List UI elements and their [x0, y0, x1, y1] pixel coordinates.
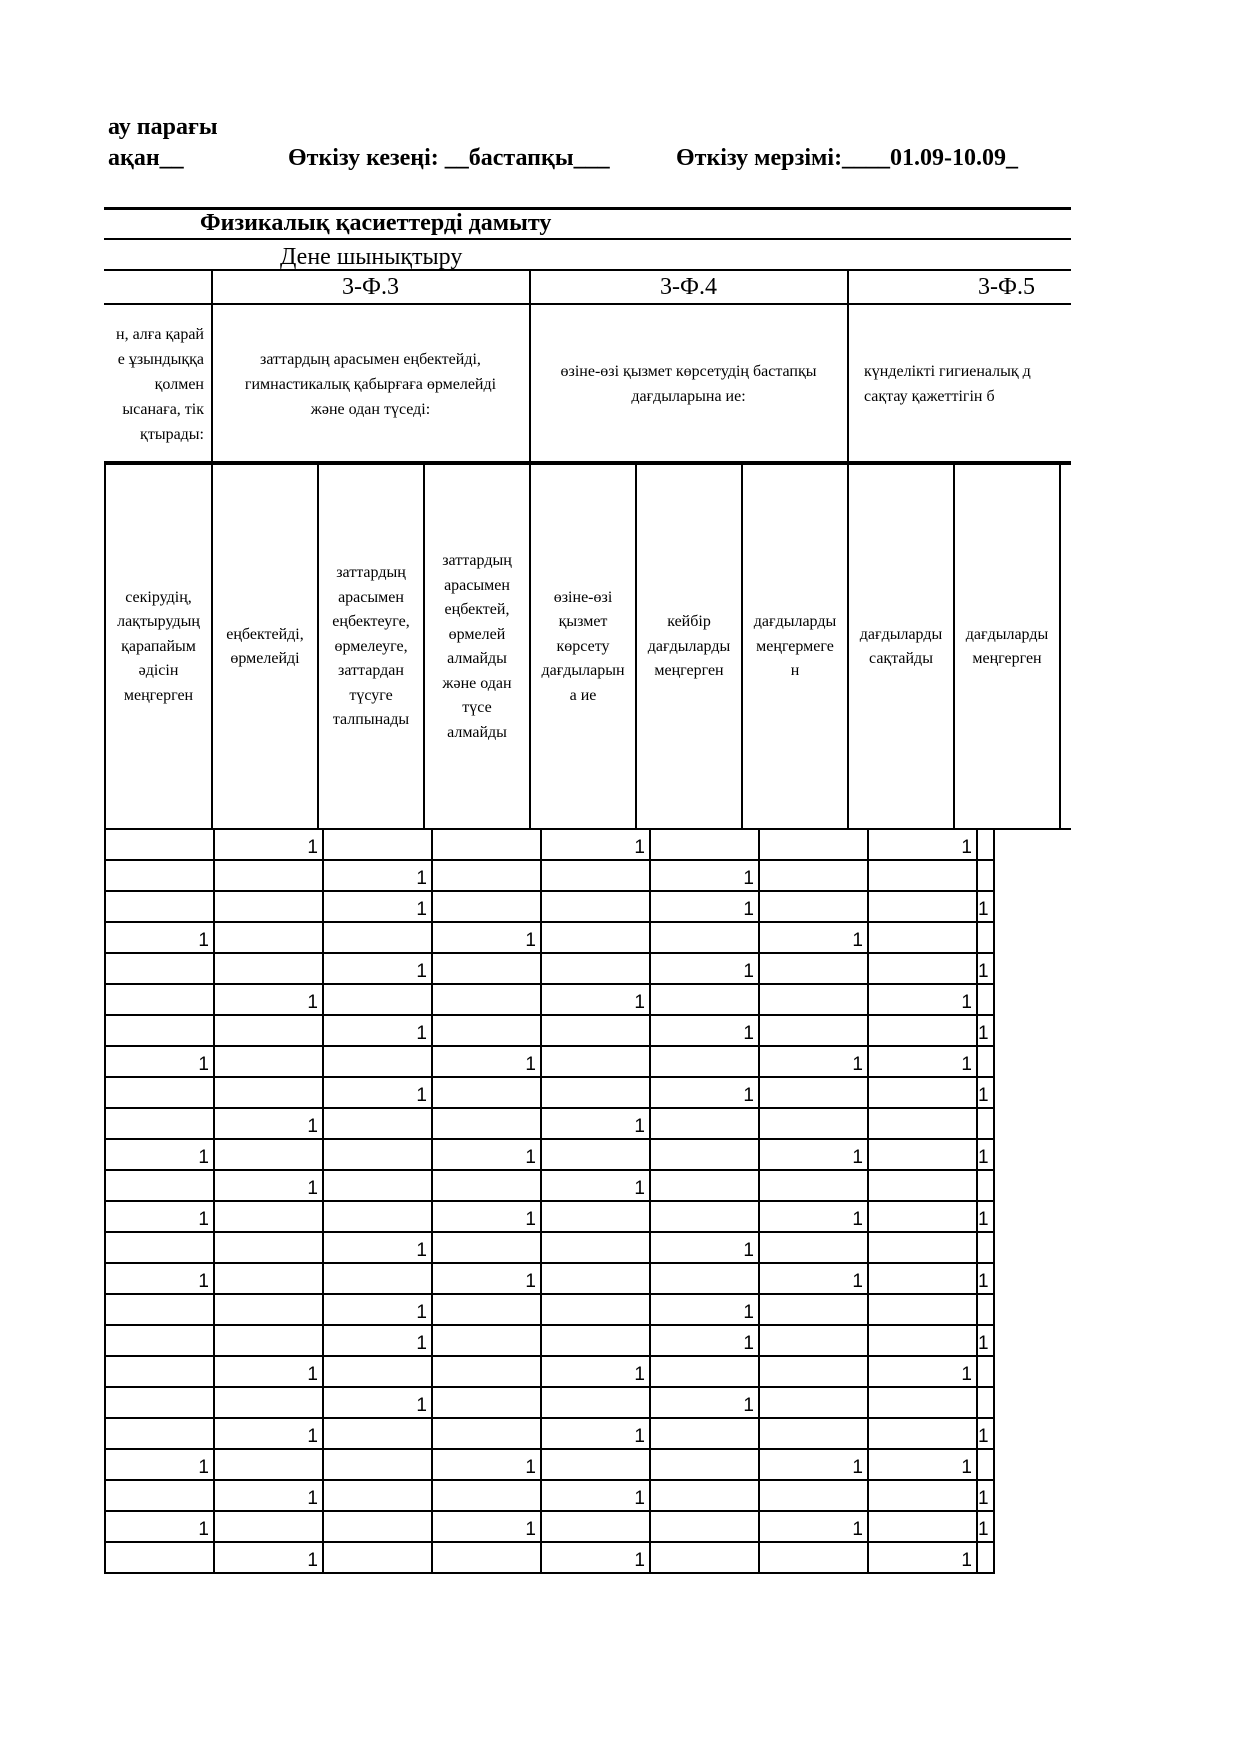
- group-description: күнделікті гигиеналық д сақтау қажеттігін б: [864, 363, 1031, 405]
- table-cell: [323, 1201, 432, 1232]
- table-cell: [977, 829, 994, 860]
- table-cell: 1: [214, 984, 323, 1015]
- table-row: [105, 922, 994, 953]
- table-cell: [432, 953, 541, 984]
- table-cell: [323, 1263, 432, 1294]
- table-cell: [214, 1232, 323, 1263]
- table-cell: [105, 1232, 214, 1263]
- table-cell: [759, 984, 868, 1015]
- table-cell: 1: [214, 829, 323, 860]
- table-cell: 1: [650, 891, 759, 922]
- table-cell: [759, 891, 868, 922]
- table-cell: [541, 860, 650, 891]
- table-cell: [214, 1263, 323, 1294]
- table-cell: 1: [214, 1480, 323, 1511]
- table-cell: [323, 1449, 432, 1480]
- table-cell: 1: [541, 984, 650, 1015]
- table-cell: 1: [214, 1356, 323, 1387]
- table-cell: [105, 1108, 214, 1139]
- table-cell: [868, 1263, 977, 1294]
- table-cell: 1: [977, 1480, 994, 1511]
- table-cell: 1: [759, 1449, 868, 1480]
- table-cell: [323, 829, 432, 860]
- table-cell: 1: [432, 1449, 541, 1480]
- table-cell: [977, 1232, 994, 1263]
- table-cell: 1: [432, 1511, 541, 1542]
- table-cell: 1: [650, 953, 759, 984]
- column-header: кейбір дағдыларды меңгерген: [647, 613, 731, 680]
- sheet-title: ау парағы: [108, 114, 218, 140]
- table-cell: 1: [214, 1170, 323, 1201]
- table-cell: 1: [323, 1387, 432, 1418]
- table-cell: [432, 1170, 541, 1201]
- rule-section: [104, 238, 1071, 240]
- table-cell: [432, 1418, 541, 1449]
- table-cell: [432, 1542, 541, 1573]
- table-cell: [868, 1294, 977, 1325]
- table-cell: 1: [541, 1356, 650, 1387]
- column-header: дағдыларды меңгермеге н: [753, 613, 837, 680]
- table-cell: [977, 1542, 994, 1573]
- table-row: [105, 1387, 994, 1418]
- table-cell: [432, 1387, 541, 1418]
- table-cell: [214, 1511, 323, 1542]
- table-cell: [541, 1511, 650, 1542]
- table-cell: [977, 1356, 994, 1387]
- table-cell: [105, 1387, 214, 1418]
- table-cell: [432, 891, 541, 922]
- table-cell: [105, 860, 214, 891]
- table-cell: 1: [323, 1015, 432, 1046]
- table-cell: 1: [214, 1108, 323, 1139]
- table-cell: [759, 1480, 868, 1511]
- group-code: 3-Ф.4: [660, 274, 717, 300]
- table-cell: 1: [977, 1325, 994, 1356]
- table-cell: [868, 1170, 977, 1201]
- table-cell: [650, 1356, 759, 1387]
- table-cell: [868, 1387, 977, 1418]
- table-cell: 1: [650, 1232, 759, 1263]
- table-cell: [759, 1356, 868, 1387]
- table-row: [105, 891, 994, 922]
- table-row: [105, 1356, 994, 1387]
- table-row: [105, 1077, 994, 1108]
- table-cell: [214, 922, 323, 953]
- table-cell: [541, 922, 650, 953]
- table-cell: 1: [977, 891, 994, 922]
- table-cell: 1: [541, 1108, 650, 1139]
- table-cell: [759, 1325, 868, 1356]
- table-cell: [432, 1294, 541, 1325]
- table-cell: [432, 1015, 541, 1046]
- section-title: Физикалық қасиеттерді дамыту: [200, 210, 552, 236]
- table-row: [105, 984, 994, 1015]
- table-cell: [214, 1015, 323, 1046]
- table-cell: [432, 1232, 541, 1263]
- table-cell: 1: [759, 922, 868, 953]
- table-cell: [977, 1170, 994, 1201]
- table-cell: 1: [105, 1201, 214, 1232]
- table-row: [105, 1542, 994, 1573]
- table-cell: [868, 1232, 977, 1263]
- table-cell: [541, 953, 650, 984]
- table-cell: [541, 1263, 650, 1294]
- table-cell: 1: [868, 984, 977, 1015]
- table-cell: 1: [868, 829, 977, 860]
- table-cell: [105, 1077, 214, 1108]
- table-row: [105, 1015, 994, 1046]
- table-cell: [105, 829, 214, 860]
- table-cell: 1: [432, 1263, 541, 1294]
- table-cell: [105, 1480, 214, 1511]
- table-cell: [432, 1480, 541, 1511]
- table-cell: [759, 1170, 868, 1201]
- table-cell: 1: [541, 1170, 650, 1201]
- group-description: өзіне-өзі қызмет көрсетудің бастапқы дағдыларына ие:: [560, 363, 817, 405]
- table-row: [105, 1170, 994, 1201]
- table-cell: [650, 1201, 759, 1232]
- table-cell: [214, 860, 323, 891]
- table-row: [105, 1418, 994, 1449]
- table-cell: [759, 1418, 868, 1449]
- table-cell: [650, 1108, 759, 1139]
- table-cell: [432, 860, 541, 891]
- table-cell: [214, 1449, 323, 1480]
- table-cell: 1: [323, 953, 432, 984]
- table-cell: [541, 1294, 650, 1325]
- table-cell: [977, 984, 994, 1015]
- table-cell: 1: [759, 1046, 868, 1077]
- table-cell: [650, 1263, 759, 1294]
- table-cell: [214, 1325, 323, 1356]
- table-cell: [650, 1139, 759, 1170]
- table-cell: [759, 829, 868, 860]
- table-cell: [650, 1418, 759, 1449]
- table-cell: 1: [105, 1139, 214, 1170]
- table-cell: 1: [868, 1356, 977, 1387]
- table-cell: [868, 1139, 977, 1170]
- table-cell: [759, 1108, 868, 1139]
- table-cell: [214, 953, 323, 984]
- table-cell: [868, 1015, 977, 1046]
- table-cell: [759, 1232, 868, 1263]
- table-cell: 1: [323, 1232, 432, 1263]
- table-cell: [105, 1542, 214, 1573]
- column-header: заттардың арасымен еңбектей, өрмелей алмайды және одан түсе алмайды: [442, 552, 512, 741]
- table-cell: 1: [541, 1418, 650, 1449]
- table-cell: 1: [541, 1542, 650, 1573]
- table-cell: [105, 1418, 214, 1449]
- table-cell: [868, 891, 977, 922]
- table-cell: 1: [977, 1418, 994, 1449]
- table-cell: 1: [868, 1046, 977, 1077]
- table-cell: 1: [977, 1511, 994, 1542]
- table-cell: [323, 1108, 432, 1139]
- table-cell: 1: [650, 1387, 759, 1418]
- period-label: Өткізу кезеңі: __бастапқы___: [288, 145, 610, 171]
- table-row: [105, 953, 994, 984]
- column-header: еңбектейді, өрмелейді: [226, 625, 304, 667]
- table-row: [105, 1325, 994, 1356]
- table-cell: [868, 860, 977, 891]
- table-cell: 1: [105, 1449, 214, 1480]
- column-divider: [1059, 461, 1061, 830]
- table-cell: [323, 1480, 432, 1511]
- table-cell: [541, 1232, 650, 1263]
- table-cell: [977, 1294, 994, 1325]
- table-cell: 1: [650, 1294, 759, 1325]
- table-cell: 1: [323, 1325, 432, 1356]
- table-cell: [759, 1542, 868, 1573]
- table-cell: 1: [323, 1294, 432, 1325]
- table-row: [105, 1480, 994, 1511]
- table-cell: [323, 1170, 432, 1201]
- table-cell: [868, 1201, 977, 1232]
- table-cell: [977, 1387, 994, 1418]
- table-cell: 1: [759, 1263, 868, 1294]
- table-cell: [105, 984, 214, 1015]
- table-row: [105, 1263, 994, 1294]
- column-header: өзіне-өзі қызмет көрсету дағдыларын а ие: [541, 588, 625, 704]
- table-cell: [105, 1015, 214, 1046]
- table-cell: 1: [977, 1263, 994, 1294]
- table-cell: [214, 1387, 323, 1418]
- table-cell: 1: [432, 1139, 541, 1170]
- subsection-title: Дене шынықтыру: [280, 244, 463, 270]
- table-cell: [432, 1325, 541, 1356]
- table-cell: 1: [105, 922, 214, 953]
- column-header: секірудің, лақтырудың қарапайым әдісін меңгерген: [117, 588, 200, 704]
- table-cell: [868, 1077, 977, 1108]
- table-cell: [323, 1356, 432, 1387]
- table-cell: 1: [977, 1201, 994, 1232]
- table-cell: [650, 1170, 759, 1201]
- table-cell: 1: [105, 1511, 214, 1542]
- table-cell: [759, 1015, 868, 1046]
- table-cell: [541, 1077, 650, 1108]
- table-cell: 1: [105, 1046, 214, 1077]
- table-cell: [650, 1511, 759, 1542]
- table-cell: [541, 1449, 650, 1480]
- table-row: [105, 860, 994, 891]
- table-cell: 1: [214, 1542, 323, 1573]
- table-cell: [759, 1294, 868, 1325]
- table-cell: [868, 922, 977, 953]
- table-cell: [868, 1511, 977, 1542]
- table-cell: [650, 1480, 759, 1511]
- table-cell: [759, 953, 868, 984]
- table-cell: [868, 1325, 977, 1356]
- table-cell: [868, 1418, 977, 1449]
- table-cell: [977, 1449, 994, 1480]
- table-cell: [214, 891, 323, 922]
- table-cell: 1: [759, 1511, 868, 1542]
- table-cell: 1: [977, 1139, 994, 1170]
- table-row: [105, 1232, 994, 1263]
- table-cell: [323, 922, 432, 953]
- table-cell: 1: [432, 1201, 541, 1232]
- table-cell: [650, 829, 759, 860]
- table-row: [105, 1294, 994, 1325]
- table-cell: [105, 1356, 214, 1387]
- table-cell: [323, 984, 432, 1015]
- table-cell: [323, 1542, 432, 1573]
- table-cell: 1: [759, 1201, 868, 1232]
- table-row: [105, 1449, 994, 1480]
- table-cell: 1: [650, 860, 759, 891]
- group-description: заттардың арасымен еңбектейді, гимнастикалық қабырғаға өрмелейді және одан түседі:: [244, 350, 497, 418]
- table-cell: 1: [105, 1263, 214, 1294]
- table-cell: [214, 1139, 323, 1170]
- table-cell: [541, 891, 650, 922]
- table-cell: [541, 1325, 650, 1356]
- table-cell: 1: [214, 1418, 323, 1449]
- table-cell: [541, 1201, 650, 1232]
- group-description: н, алға қарай е ұзындыққа қолмен ысанаға, тік қтырады:: [116, 325, 204, 443]
- table-cell: [105, 953, 214, 984]
- table-cell: [323, 1418, 432, 1449]
- table-cell: [432, 1077, 541, 1108]
- table-row: [105, 1511, 994, 1542]
- table-cell: [650, 1046, 759, 1077]
- table-cell: 1: [759, 1139, 868, 1170]
- table-cell: 1: [432, 922, 541, 953]
- table-cell: 1: [868, 1449, 977, 1480]
- table-cell: [323, 1511, 432, 1542]
- table-cell: [868, 953, 977, 984]
- group-label: ақан__: [108, 145, 184, 171]
- table-cell: [868, 1480, 977, 1511]
- table-cell: 1: [541, 829, 650, 860]
- table-cell: 1: [323, 1077, 432, 1108]
- table-cell: [214, 1201, 323, 1232]
- table-cell: 1: [650, 1015, 759, 1046]
- table-row: [105, 1046, 994, 1077]
- table-row: [105, 1139, 994, 1170]
- table-cell: [105, 891, 214, 922]
- column-header: дағдыларды сақтайды: [859, 625, 943, 667]
- table-cell: [432, 1108, 541, 1139]
- table-cell: [432, 1356, 541, 1387]
- table-cell: [650, 922, 759, 953]
- table-cell: 1: [650, 1077, 759, 1108]
- table-cell: 1: [977, 1015, 994, 1046]
- table-row: [105, 1108, 994, 1139]
- table-cell: [650, 1542, 759, 1573]
- table-cell: 1: [868, 1542, 977, 1573]
- table-cell: [323, 1139, 432, 1170]
- table-cell: [432, 829, 541, 860]
- table-cell: 1: [650, 1325, 759, 1356]
- table-cell: 1: [323, 860, 432, 891]
- table-cell: [977, 1108, 994, 1139]
- table-cell: 1: [977, 1077, 994, 1108]
- table-cell: [759, 1387, 868, 1418]
- table-cell: [977, 860, 994, 891]
- table-cell: [759, 1077, 868, 1108]
- table-row: [105, 1201, 994, 1232]
- table-cell: 1: [541, 1480, 650, 1511]
- table-cell: [541, 1015, 650, 1046]
- table-cell: [214, 1046, 323, 1077]
- table-cell: [105, 1294, 214, 1325]
- table-cell: 1: [323, 891, 432, 922]
- table-cell: [214, 1294, 323, 1325]
- table-cell: [977, 1046, 994, 1077]
- table-cell: [105, 1325, 214, 1356]
- table-cell: [977, 922, 994, 953]
- table-cell: [432, 984, 541, 1015]
- table-cell: [541, 1046, 650, 1077]
- table-cell: [541, 1387, 650, 1418]
- table-cell: 1: [977, 953, 994, 984]
- table-cell: 1: [432, 1046, 541, 1077]
- table-row: [105, 829, 994, 860]
- group-code: 3-Ф.5: [978, 274, 1035, 300]
- assessment-table: [104, 828, 995, 1574]
- table-cell: [105, 1170, 214, 1201]
- table-cell: [323, 1046, 432, 1077]
- table-cell: [650, 1449, 759, 1480]
- column-header: дағдыларды меңгерген: [965, 625, 1049, 667]
- column-header: заттардың арасымен еңбектеуге, өрмелеуге, заттардан түсуге талпынады: [332, 564, 410, 729]
- dates-label: Өткізу мерзімі:____01.09-10.09_: [676, 145, 1019, 171]
- table-cell: [759, 860, 868, 891]
- table-cell: [541, 1139, 650, 1170]
- group-code: 3-Ф.3: [342, 274, 399, 300]
- table-cell: [868, 1108, 977, 1139]
- table-cell: [650, 984, 759, 1015]
- table-cell: [214, 1077, 323, 1108]
